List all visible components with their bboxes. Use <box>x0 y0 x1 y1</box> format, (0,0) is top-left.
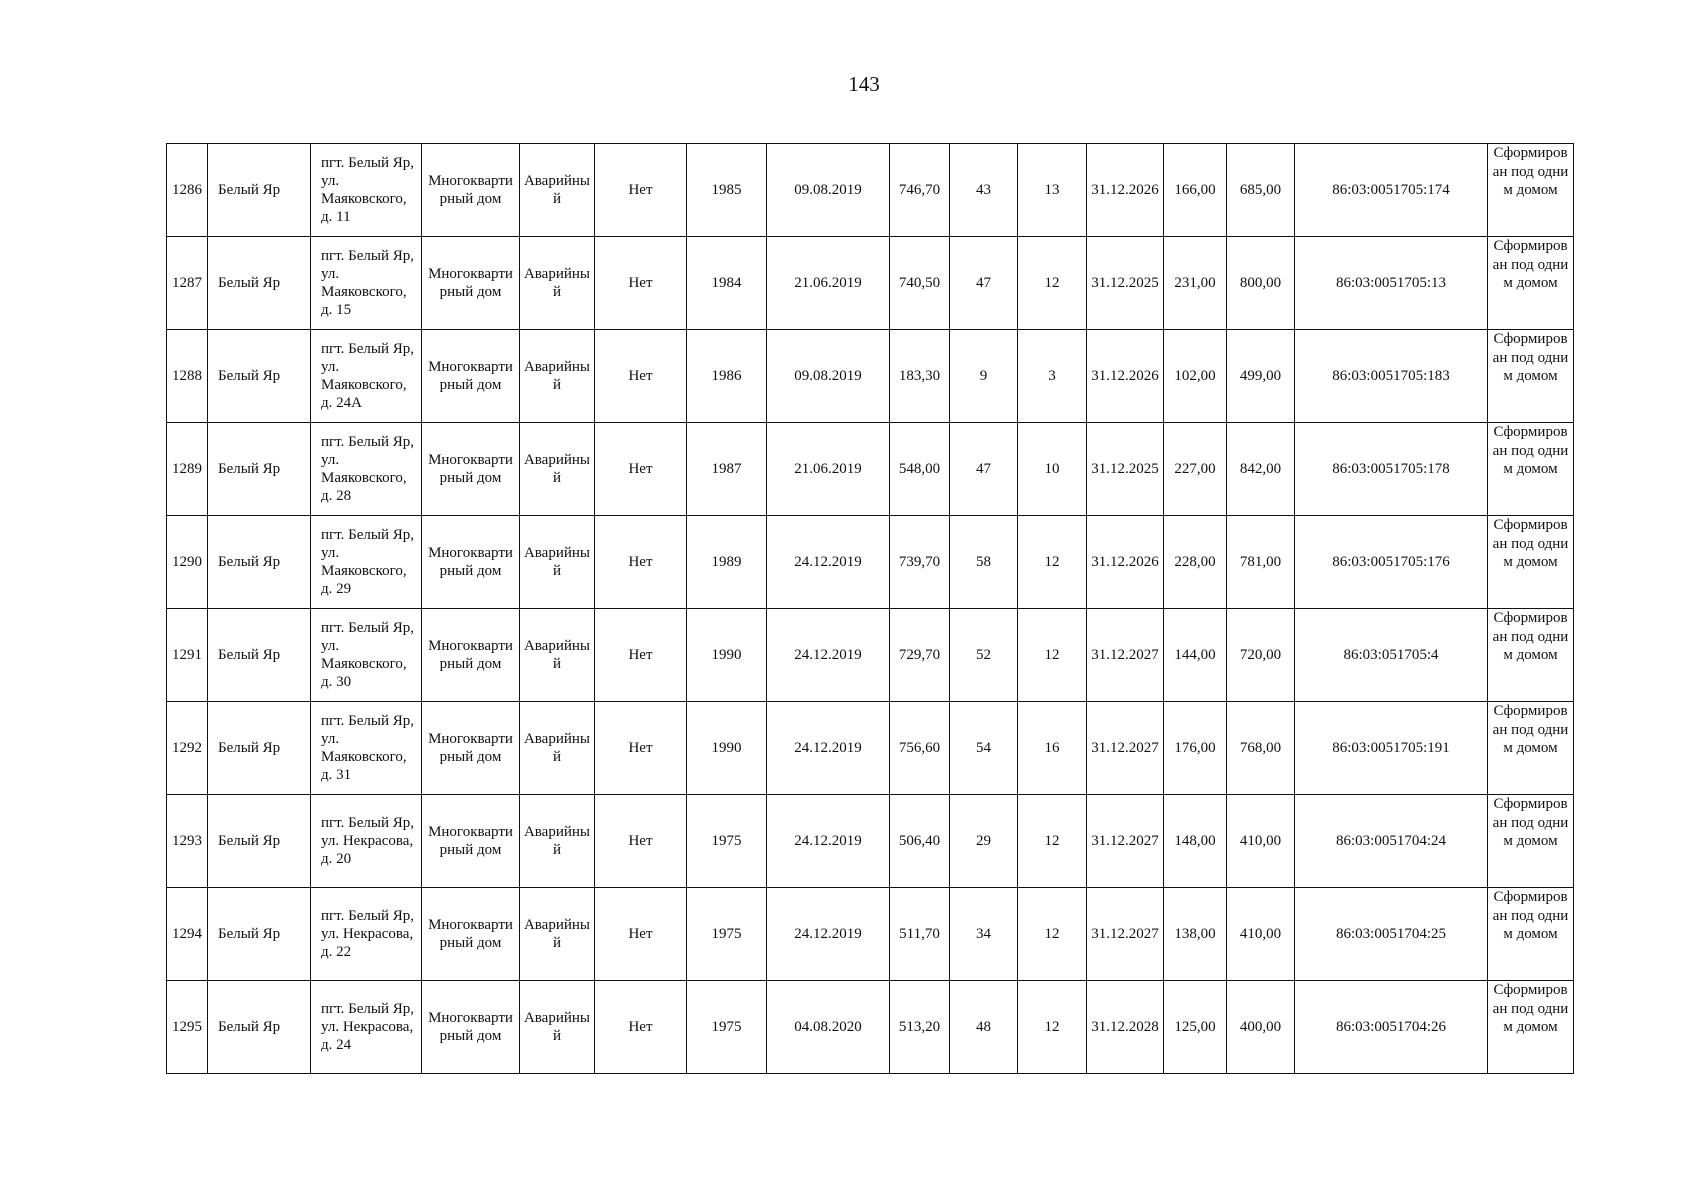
settlement: Белый Яр <box>208 702 311 795</box>
address: пгт. Белый Яр, ул. Некрасова, д. 24 <box>311 981 422 1074</box>
row-number: 1292 <box>167 702 208 795</box>
table-body <box>167 144 1574 1074</box>
settlement: Белый Яр <box>208 144 311 237</box>
flag: Нет <box>595 609 687 702</box>
flag: Нет <box>595 237 687 330</box>
residents-count: 58 <box>950 516 1018 609</box>
table-row <box>167 330 1574 423</box>
residents-count: 54 <box>950 702 1018 795</box>
year-built: 1975 <box>687 795 767 888</box>
resettlement-deadline: 31.12.2027 <box>1087 888 1164 981</box>
land-area: 800,00 <box>1227 237 1295 330</box>
land-status: Сформирован под одним домом <box>1488 423 1574 516</box>
residents-count: 34 <box>950 888 1018 981</box>
table-row <box>167 237 1574 330</box>
row-number: 1290 <box>167 516 208 609</box>
address: пгт. Белый Яр, ул. Маяковского, д. 24А <box>311 330 422 423</box>
row-number: 1295 <box>167 981 208 1074</box>
table-row <box>167 702 1574 795</box>
settlement: Белый Яр <box>208 609 311 702</box>
settlement: Белый Яр <box>208 516 311 609</box>
flag: Нет <box>595 423 687 516</box>
land-status: Сформирован под одним домом <box>1488 144 1574 237</box>
land-area: 720,00 <box>1227 609 1295 702</box>
year-built: 1990 <box>687 702 767 795</box>
row-number: 1291 <box>167 609 208 702</box>
residents-count: 43 <box>950 144 1018 237</box>
address: пгт. Белый Яр, ул. Маяковского, д. 31 <box>311 702 422 795</box>
cadastral-number: 86:03:0051705:183 <box>1295 330 1488 423</box>
recognition-date: 21.06.2019 <box>767 423 890 516</box>
house-type: Многоквартирный дом <box>422 237 520 330</box>
year-built: 1987 <box>687 423 767 516</box>
house-type: Многоквартирный дом <box>422 609 520 702</box>
address: пгт. Белый Яр, ул. Маяковского, д. 15 <box>311 237 422 330</box>
total-area: 183,30 <box>890 330 950 423</box>
residents-count: 52 <box>950 609 1018 702</box>
land-area: 499,00 <box>1227 330 1295 423</box>
total-area: 513,20 <box>890 981 950 1074</box>
secondary-area: 144,00 <box>1164 609 1227 702</box>
land-status: Сформирован под одним домом <box>1488 795 1574 888</box>
house-type: Многоквартирный дом <box>422 888 520 981</box>
settlement: Белый Яр <box>208 423 311 516</box>
row-number: 1287 <box>167 237 208 330</box>
house-type: Многоквартирный дом <box>422 330 520 423</box>
table-row <box>167 981 1574 1074</box>
cadastral-number: 86:03:0051705:191 <box>1295 702 1488 795</box>
apartments-count: 12 <box>1018 516 1087 609</box>
cadastral-number: 86:03:0051705:176 <box>1295 516 1488 609</box>
land-status: Сформирован под одним домом <box>1488 330 1574 423</box>
flag: Нет <box>595 144 687 237</box>
cadastral-number: 86:03:0051705:174 <box>1295 144 1488 237</box>
condition: Аварийный <box>520 702 595 795</box>
resettlement-deadline: 31.12.2025 <box>1087 423 1164 516</box>
secondary-area: 125,00 <box>1164 981 1227 1074</box>
apartments-count: 12 <box>1018 609 1087 702</box>
cadastral-number: 86:03:051705:4 <box>1295 609 1488 702</box>
land-area: 842,00 <box>1227 423 1295 516</box>
recognition-date: 24.12.2019 <box>767 702 890 795</box>
recognition-date: 09.08.2019 <box>767 144 890 237</box>
row-number: 1286 <box>167 144 208 237</box>
land-status: Сформирован под одним домом <box>1488 888 1574 981</box>
cadastral-number: 86:03:0051705:178 <box>1295 423 1488 516</box>
year-built: 1975 <box>687 981 767 1074</box>
secondary-area: 102,00 <box>1164 330 1227 423</box>
address: пгт. Белый Яр, ул. Некрасова, д. 20 <box>311 795 422 888</box>
land-area: 781,00 <box>1227 516 1295 609</box>
house-type: Многоквартирный дом <box>422 795 520 888</box>
table-row <box>167 888 1574 981</box>
residents-count: 48 <box>950 981 1018 1074</box>
recognition-date: 21.06.2019 <box>767 237 890 330</box>
land-area: 410,00 <box>1227 795 1295 888</box>
row-number: 1288 <box>167 330 208 423</box>
residents-count: 47 <box>950 423 1018 516</box>
apartments-count: 13 <box>1018 144 1087 237</box>
apartments-count: 12 <box>1018 795 1087 888</box>
land-area: 768,00 <box>1227 702 1295 795</box>
apartments-count: 3 <box>1018 330 1087 423</box>
total-area: 739,70 <box>890 516 950 609</box>
flag: Нет <box>595 795 687 888</box>
address: пгт. Белый Яр, ул. Маяковского, д. 28 <box>311 423 422 516</box>
land-status: Сформирован под одним домом <box>1488 516 1574 609</box>
apartments-count: 12 <box>1018 981 1087 1074</box>
land-area: 685,00 <box>1227 144 1295 237</box>
settlement: Белый Яр <box>208 981 311 1074</box>
year-built: 1985 <box>687 144 767 237</box>
residents-count: 29 <box>950 795 1018 888</box>
total-area: 756,60 <box>890 702 950 795</box>
secondary-area: 176,00 <box>1164 702 1227 795</box>
year-built: 1986 <box>687 330 767 423</box>
house-type: Многоквартирный дом <box>422 516 520 609</box>
resettlement-deadline: 31.12.2026 <box>1087 330 1164 423</box>
settlement: Белый Яр <box>208 330 311 423</box>
cadastral-number: 86:03:0051705:13 <box>1295 237 1488 330</box>
resettlement-deadline: 31.12.2028 <box>1087 981 1164 1074</box>
settlement: Белый Яр <box>208 795 311 888</box>
table-row <box>167 423 1574 516</box>
condition: Аварийный <box>520 144 595 237</box>
year-built: 1989 <box>687 516 767 609</box>
total-area: 506,40 <box>890 795 950 888</box>
condition: Аварийный <box>520 888 595 981</box>
apartments-count: 16 <box>1018 702 1087 795</box>
recognition-date: 24.12.2019 <box>767 888 890 981</box>
row-number: 1294 <box>167 888 208 981</box>
condition: Аварийный <box>520 795 595 888</box>
table-row <box>167 795 1574 888</box>
apartments-count: 12 <box>1018 888 1087 981</box>
house-type: Многоквартирный дом <box>422 423 520 516</box>
land-status: Сформирован под одним домом <box>1488 237 1574 330</box>
recognition-date: 24.12.2019 <box>767 516 890 609</box>
house-type: Многоквартирный дом <box>422 981 520 1074</box>
condition: Аварийный <box>520 981 595 1074</box>
year-built: 1984 <box>687 237 767 330</box>
resettlement-deadline: 31.12.2027 <box>1087 702 1164 795</box>
row-number: 1289 <box>167 423 208 516</box>
condition: Аварийный <box>520 609 595 702</box>
condition: Аварийный <box>520 516 595 609</box>
table-row <box>167 144 1574 237</box>
address: пгт. Белый Яр, ул. Маяковского, д. 30 <box>311 609 422 702</box>
address: пгт. Белый Яр, ул. Маяковского, д. 29 <box>311 516 422 609</box>
recognition-date: 04.08.2020 <box>767 981 890 1074</box>
cadastral-number: 86:03:0051704:25 <box>1295 888 1488 981</box>
flag: Нет <box>595 981 687 1074</box>
settlement: Белый Яр <box>208 888 311 981</box>
table-row <box>167 516 1574 609</box>
table-row <box>167 609 1574 702</box>
land-area: 400,00 <box>1227 981 1295 1074</box>
page-number: 143 <box>848 72 880 96</box>
secondary-area: 148,00 <box>1164 795 1227 888</box>
recognition-date: 24.12.2019 <box>767 609 890 702</box>
flag: Нет <box>595 516 687 609</box>
condition: Аварийный <box>520 237 595 330</box>
land-status: Сформирован под одним домом <box>1488 702 1574 795</box>
land-status: Сформирован под одним домом <box>1488 609 1574 702</box>
condition: Аварийный <box>520 330 595 423</box>
secondary-area: 166,00 <box>1164 144 1227 237</box>
apartments-count: 10 <box>1018 423 1087 516</box>
total-area: 746,70 <box>890 144 950 237</box>
secondary-area: 228,00 <box>1164 516 1227 609</box>
total-area: 548,00 <box>890 423 950 516</box>
flag: Нет <box>595 330 687 423</box>
residents-count: 9 <box>950 330 1018 423</box>
recognition-date: 09.08.2019 <box>767 330 890 423</box>
house-type: Многоквартирный дом <box>422 144 520 237</box>
resettlement-deadline: 31.12.2027 <box>1087 795 1164 888</box>
total-area: 511,70 <box>890 888 950 981</box>
secondary-area: 227,00 <box>1164 423 1227 516</box>
resettlement-deadline: 31.12.2026 <box>1087 144 1164 237</box>
resettlement-deadline: 31.12.2027 <box>1087 609 1164 702</box>
cadastral-number: 86:03:0051704:26 <box>1295 981 1488 1074</box>
secondary-area: 231,00 <box>1164 237 1227 330</box>
housing-registry-table <box>166 143 1574 1074</box>
resettlement-deadline: 31.12.2025 <box>1087 237 1164 330</box>
resettlement-deadline: 31.12.2026 <box>1087 516 1164 609</box>
land-status: Сформирован под одним домом <box>1488 981 1574 1074</box>
total-area: 729,70 <box>890 609 950 702</box>
total-area: 740,50 <box>890 237 950 330</box>
condition: Аварийный <box>520 423 595 516</box>
flag: Нет <box>595 702 687 795</box>
settlement: Белый Яр <box>208 237 311 330</box>
address: пгт. Белый Яр, ул. Маяковского, д. 11 <box>311 144 422 237</box>
row-number: 1293 <box>167 795 208 888</box>
cadastral-number: 86:03:0051704:24 <box>1295 795 1488 888</box>
flag: Нет <box>595 888 687 981</box>
land-area: 410,00 <box>1227 888 1295 981</box>
year-built: 1975 <box>687 888 767 981</box>
house-type: Многоквартирный дом <box>422 702 520 795</box>
secondary-area: 138,00 <box>1164 888 1227 981</box>
address: пгт. Белый Яр, ул. Некрасова, д. 22 <box>311 888 422 981</box>
year-built: 1990 <box>687 609 767 702</box>
recognition-date: 24.12.2019 <box>767 795 890 888</box>
residents-count: 47 <box>950 237 1018 330</box>
apartments-count: 12 <box>1018 237 1087 330</box>
